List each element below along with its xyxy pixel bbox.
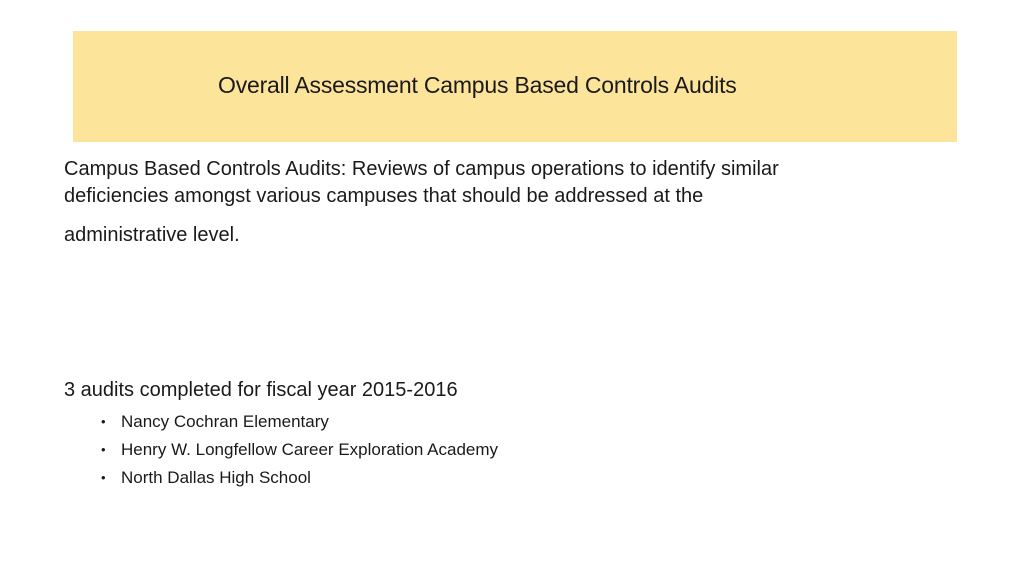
bullet-icon: • bbox=[101, 442, 106, 457]
slide-title: Overall Assessment Campus Based Controls Audits bbox=[218, 72, 737, 98]
intro-line: Campus Based Controls Audits: Reviews of campus operations to identify similar bbox=[64, 158, 779, 180]
bullet-icon: • bbox=[101, 414, 106, 429]
list-item bbox=[101, 408, 498, 436]
school-name: Nancy Cochran Elementary bbox=[121, 412, 329, 431]
audit-summary: 3 audits completed for fiscal year 2015-2016 bbox=[64, 379, 458, 401]
school-list bbox=[101, 408, 498, 492]
intro-line: administrative level. bbox=[64, 224, 240, 246]
intro-line: deficiencies amongst various campuses that should be addressed at the bbox=[64, 185, 704, 207]
list-item bbox=[101, 464, 498, 492]
list-item bbox=[101, 436, 498, 464]
school-name: North Dallas High School bbox=[121, 468, 311, 487]
intro-paragraph bbox=[64, 156, 934, 249]
bullet-icon: • bbox=[101, 470, 106, 485]
school-name: Henry W. Longfellow Career Exploration Academy bbox=[121, 440, 499, 459]
